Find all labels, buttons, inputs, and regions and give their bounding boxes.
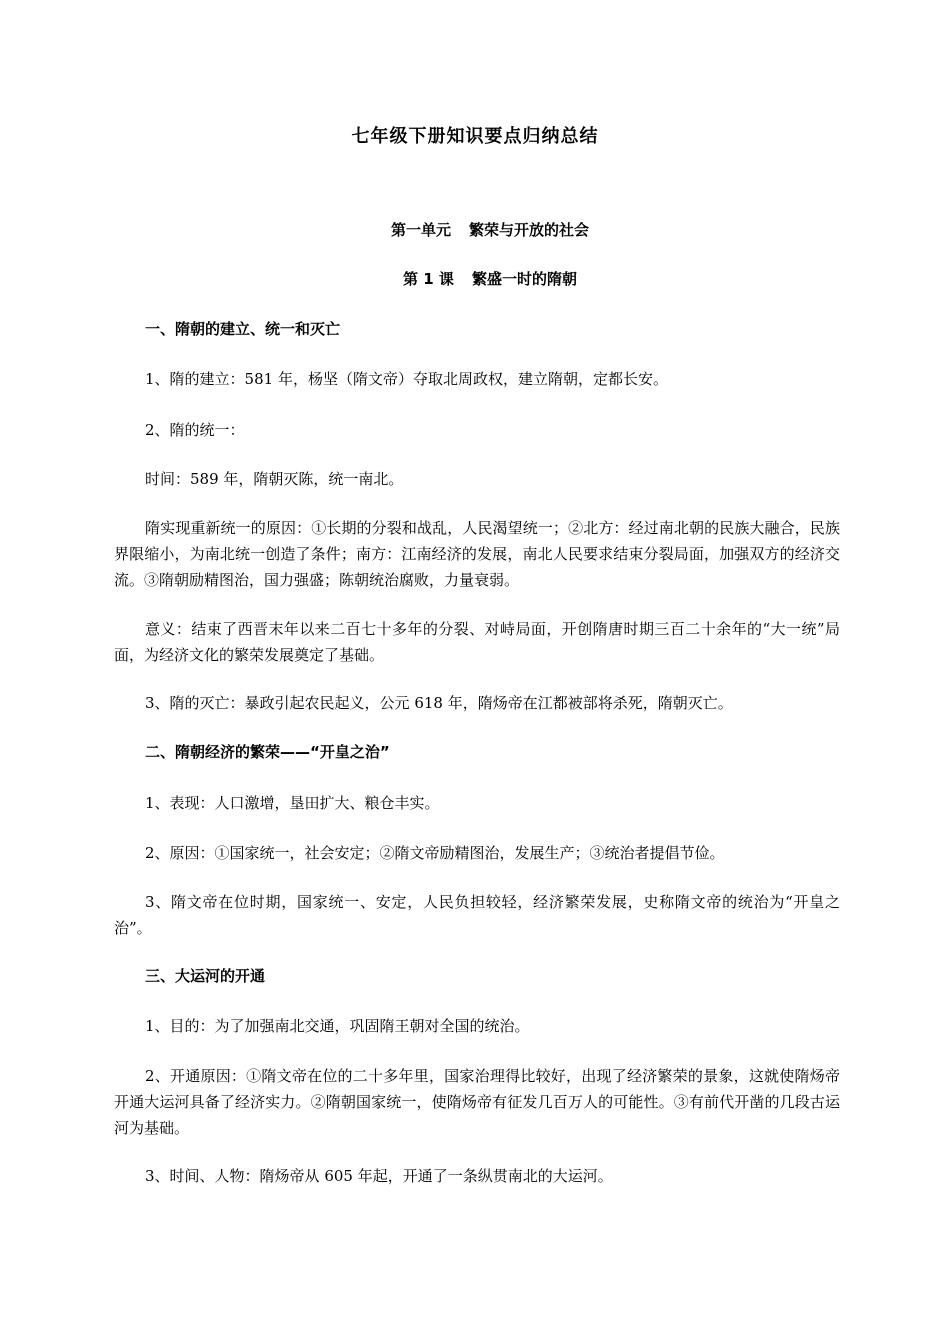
paragraph: 意义：结束了西晋末年以来二百七十多年的分裂、对峙局面，开创隋唐时期三百二十余年的“大一统”局面，为经济文化的繁荣发展奠定了基础。 — [114, 620, 840, 664]
paragraph: 1、目的：为了加强南北交通，巩固隋王朝对全国的统治。 — [145, 1017, 530, 1035]
paragraph: 3、隋的灭亡：暴政引起农民起义，公元 618 年，隋炀帝在江都被部将杀死，隋朝灭亡。 — [145, 694, 733, 712]
unit-heading — [0, 219, 950, 241]
paragraph: 2、开通原因：①隋文帝在位的二十多年里，国家治理得比较好，出现了经济繁荣的景象，这就使隋炀帝开通大运河具备了经济实力。②隋朝国家统一，使隋炀帝有征发几百万人的可能性。③有前代开凿的几段古运河为基础。 — [114, 1067, 840, 1137]
paragraph: 时间：589 年，隋朝灭陈，统一南北。 — [145, 470, 404, 488]
lesson-label: 第 1 课 — [403, 270, 454, 288]
paragraph: 隋实现重新统一的原因：①长期的分裂和战乱，人民渴望统一；②北方：经过南北朝的民族大融合，民族界限缩小，为南北统一创造了条件；南方：江南经济的发展，南北人民要求结束分裂局面，加强双方的经济交流。③隋朝励精图治，国力强盛；陈朝统治腐败，力量衰弱。 — [114, 519, 840, 589]
document-title: 七年级下册知识要点归纳总结 — [351, 126, 599, 147]
section-heading: 二、隋朝经济的繁荣——“开皇之治” — [145, 743, 390, 761]
section-heading: 一、隋朝的建立、统一和灭亡 — [145, 320, 341, 338]
paragraph: 2、原因：①国家统一，社会安定；②隋文帝励精图治，发展生产；③统治者提倡节俭。 — [145, 844, 725, 862]
paragraph: 3、时间、人物：隋炀帝从 605 年起，开通了一条纵贯南北的大运河。 — [145, 1167, 613, 1185]
paragraph: 1、表现：人口激增，垦田扩大、粮仓丰实。 — [145, 794, 440, 812]
lesson-name: 繁盛一时的隋朝 — [471, 270, 577, 288]
paragraph: 2、隋的统一： — [145, 421, 245, 439]
paragraph: 1、隋的建立：581 年，杨坚（隋文帝）夺取北周政权，建立隋朝，定都长安。 — [145, 370, 668, 388]
paragraph: 3、隋文帝在位时期，国家统一、安定，人民负担较轻，经济繁荣发展，史称隋文帝的统治为“开皇之治”。 — [114, 893, 840, 937]
unit-name: 繁荣与开放的社会 — [469, 221, 590, 239]
section-heading: 三、大运河的开通 — [145, 967, 266, 985]
lesson-heading — [0, 268, 950, 290]
unit-label: 第一单元 — [390, 221, 451, 239]
